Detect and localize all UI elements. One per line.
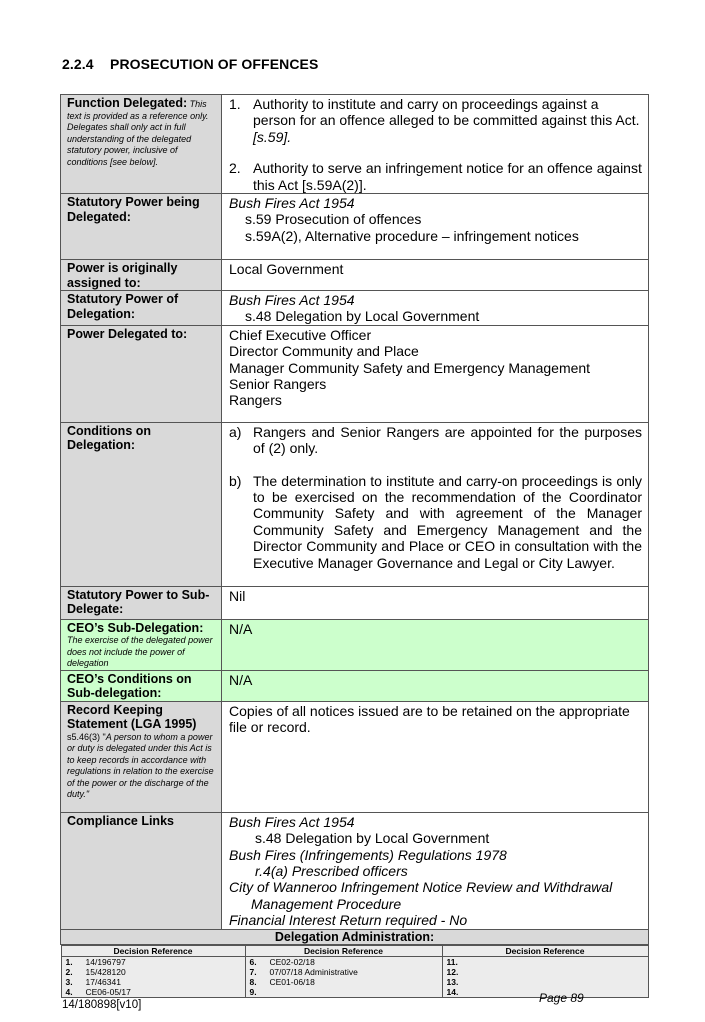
row-record-keeping xyxy=(61,701,649,812)
ceo-sub-value: N/A xyxy=(229,620,253,637)
row-conditions xyxy=(61,422,649,586)
condition-a-text: Rangers and Senior Rangers are appointed for the purposes of (2) only. xyxy=(253,423,642,457)
section-title: PROSECUTION OF OFFENCES xyxy=(110,56,319,72)
row-power-of-delegation xyxy=(61,291,649,326)
section-heading xyxy=(62,56,318,72)
list-item: 12. xyxy=(446,966,459,977)
page-number: Page 89 xyxy=(539,991,584,1005)
list-item: 13. xyxy=(446,976,459,987)
compliance-act-2: Bush Fires (Infringements) Regulations 1978 xyxy=(229,846,507,863)
compliance-act-1-line: s.48 Delegation by Local Government xyxy=(255,830,490,847)
function-item-1-ref: [s.59]. xyxy=(253,128,292,145)
compliance-procedure-cont: Management Procedure xyxy=(251,895,402,912)
function-label-cell xyxy=(61,95,222,194)
function-label: Function Delegated: xyxy=(67,96,188,110)
row-admin-table xyxy=(61,944,649,998)
statutory-line-2: s.59A(2), Alternative procedure – infringement notices xyxy=(245,227,579,244)
ceo-sub-label: CEO’s Sub-Delegation: xyxy=(67,620,204,635)
sub-delegate-label: Statutory Power to Sub-Delegate: xyxy=(67,587,210,617)
statutory-label: Statutory Power being Delegated: xyxy=(67,195,200,224)
function-item-2-text: Authority to serve an infringement notice for an offence against this Act [s.59A(2)]. xyxy=(253,160,642,193)
admin-col2-header: Decision Reference xyxy=(245,945,442,956)
ceo-conditions-value: N/A xyxy=(229,671,253,688)
row-statutory-power xyxy=(61,194,649,260)
condition-a xyxy=(229,424,642,457)
admin-col1-header: Decision Reference xyxy=(61,945,245,956)
ceo-sub-note: The exercise of the delegated power does not include the power of delegation xyxy=(67,635,213,669)
delegation-table xyxy=(60,94,649,998)
assigned-value: Local Government xyxy=(229,261,344,278)
delegate-manager: Manager Community Safety and Emergency Management xyxy=(229,359,591,376)
function-value-cell xyxy=(222,95,649,194)
row-ceo-conditions xyxy=(61,670,649,701)
power-of-delegation-line: s.48 Delegation by Local Government xyxy=(245,308,480,325)
compliance-financial: Financial Interest Return required - No xyxy=(229,912,468,929)
statutory-line-1: s.59 Prosecution of offences xyxy=(245,211,422,228)
function-item-1-text: Authority to institute and carry on proceedings against a person for an offence alleged to be committed against this Act. xyxy=(253,96,640,129)
list-item: 2. 15/428120 xyxy=(65,966,126,977)
section-number: 2.2.4 xyxy=(62,56,94,72)
function-item-1-num: 1. xyxy=(229,96,241,112)
compliance-label: Compliance Links xyxy=(67,813,174,828)
condition-b-text: The determination to institute and carry-on proceedings is only to be exercised on the recommendation of the Coordinator Community Safety and with agreement of the Manager Community Safety and Emergency Management and the Director Community and Place or CEO in consultation with the Executive Manager Governance and Legal or City Lawyer. xyxy=(253,472,642,571)
document-reference: 14/180898[v10] xyxy=(62,999,142,1011)
list-item: 3. 17/46341 xyxy=(65,976,121,987)
function-list xyxy=(229,96,642,193)
list-item: 8. CE01-06/18 xyxy=(249,976,315,987)
record-value: Copies of all notices issued are to be retained on the appropriate file or record. xyxy=(229,702,630,736)
delegate-director: Director Community and Place xyxy=(229,343,419,360)
list-item: 7. 07/07/18 Administrative xyxy=(249,966,358,977)
record-label: Record Keeping Statement (LGA 1995) xyxy=(67,702,197,732)
condition-b-mark: b) xyxy=(229,472,242,489)
row-function-delegated xyxy=(61,95,649,194)
function-item-2 xyxy=(229,160,642,193)
function-note: This text is provided as a reference only. Delegates shall only act in full understanding of the delegated statutory power, inclusive of conditions [see below]. xyxy=(67,99,209,167)
ceo-conditions-label: CEO’s Conditions on Sub-delegation: xyxy=(67,671,192,701)
row-ceo-sub-delegation xyxy=(61,619,649,670)
power-of-delegation-act: Bush Fires Act 1954 xyxy=(229,292,355,309)
record-note-text: A person to whom a power or duty is delegated under this Act is to keep records in accordance with regulations in relation to the exercise of the power or the discharge of the duty." xyxy=(67,731,214,800)
row-sub-delegate xyxy=(61,586,649,619)
list-item: 6. CE02-02/18 xyxy=(249,956,315,967)
sub-delegate-value: Nil xyxy=(229,587,246,604)
admin-title: Delegation Administration: xyxy=(61,929,649,944)
admin-table xyxy=(61,945,649,998)
row-delegated-to xyxy=(61,325,649,422)
conditions-label: Conditions on Delegation: xyxy=(67,423,152,453)
delegate-ceo: Chief Executive Officer xyxy=(229,326,372,343)
admin-col2 xyxy=(245,956,442,997)
list-item: 1. 14/196797 xyxy=(65,956,126,967)
power-of-delegation-label: Statutory Power of Delegation: xyxy=(67,292,179,321)
condition-b xyxy=(229,473,642,571)
list-item: 4. CE06-05/17 xyxy=(65,986,131,997)
delegated-to-label: Power Delegated to: xyxy=(67,326,188,341)
conditions-list xyxy=(229,424,642,571)
list-item: 14. xyxy=(446,986,459,997)
admin-col1 xyxy=(61,956,245,997)
admin-header-row xyxy=(61,945,648,956)
list-item: 11. xyxy=(446,956,458,967)
compliance-act-2-line: r.4(a) Prescribed officers xyxy=(255,863,408,880)
row-admin-title xyxy=(61,929,649,944)
list-item: 9. xyxy=(249,986,257,997)
compliance-act-1: Bush Fires Act 1954 xyxy=(229,813,355,830)
delegate-rangers: Rangers xyxy=(229,392,282,409)
statutory-act: Bush Fires Act 1954 xyxy=(229,195,355,212)
record-note-ref: s5.46(3) " xyxy=(67,731,106,742)
assigned-label: Power is originally assigned to: xyxy=(67,261,178,290)
delegate-senior-rangers: Senior Rangers xyxy=(229,376,327,393)
row-compliance-links xyxy=(61,812,649,929)
admin-col3-header: Decision Reference xyxy=(442,945,648,956)
row-assigned-to xyxy=(61,260,649,291)
function-item-2-num: 2. xyxy=(229,160,241,177)
condition-a-mark: a) xyxy=(229,423,242,440)
compliance-procedure: City of Wanneroo Infringement Notice Review and Withdrawal xyxy=(229,879,613,896)
function-item-1 xyxy=(229,96,642,145)
